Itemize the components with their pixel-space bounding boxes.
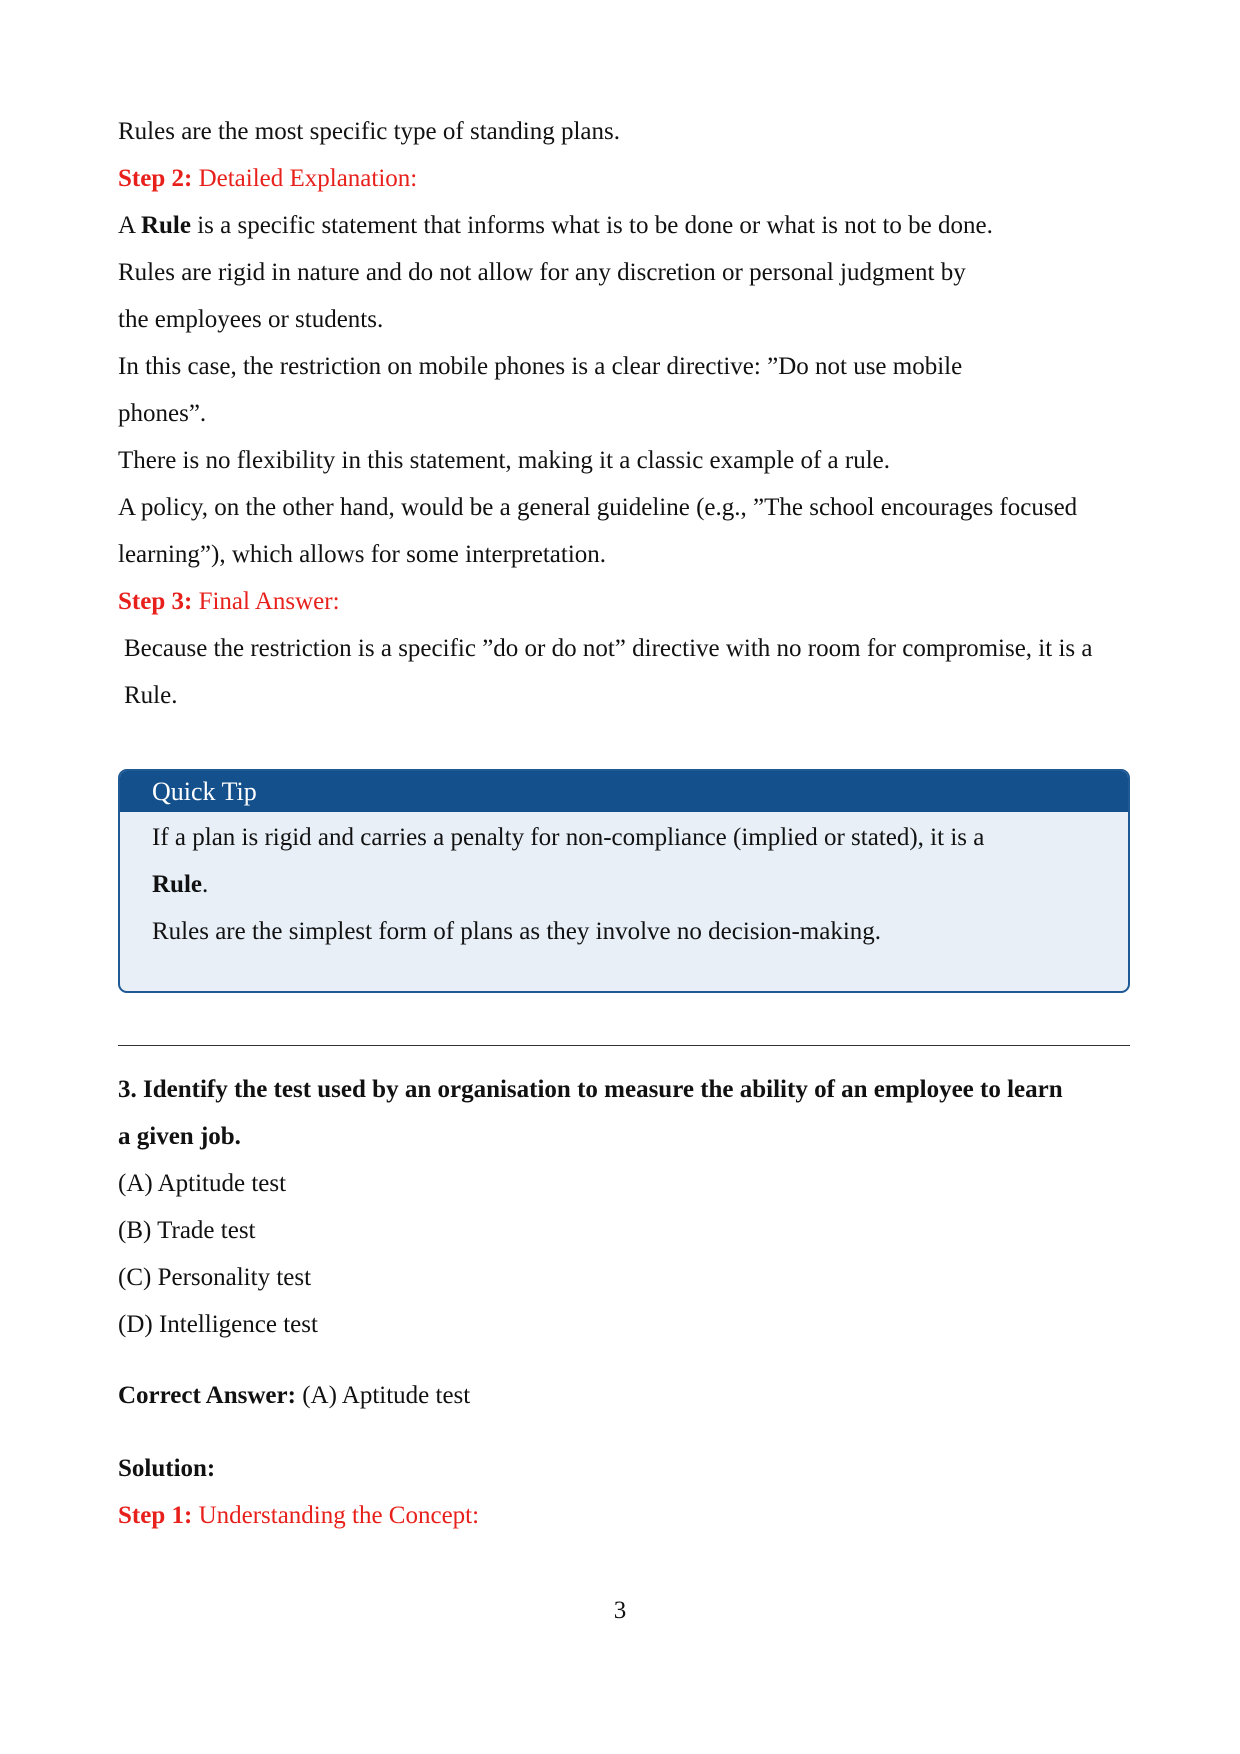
intro-text: Rules are the most specific type of standing plans. [118,118,620,145]
quick-tip-paragraph-1 [152,814,1098,908]
step1-title: Understanding the Concept: [198,1502,480,1529]
option-b: (B) Trade test [118,1217,256,1244]
step2-p1-bold: Rule [140,212,191,239]
option-a: (A) Aptitude test [118,1170,287,1197]
option-c: (C) Personality test [118,1264,312,1291]
step3-title: Final Answer: [198,588,340,615]
section-divider [118,1045,1130,1046]
solution-label: Solution: [118,1455,216,1482]
correct-answer-label: Correct Answer: [118,1382,296,1409]
quick-tip-box [118,769,1130,993]
step2-p1-pre: A [118,212,135,239]
step1-label: Step 1: [118,1502,193,1529]
step2-p1-post: is a specific statement that informs what is to be done or what is not to be done. [197,212,993,239]
step2-title: Detailed Explanation: [198,165,418,192]
step2-paragraph-5: A policy, on the other hand, would be a general guideline (e.g., ”The school encourages focused learning”), which allows for some interpretation. [118,494,1078,568]
step2-paragraph-4: There is no flexibility in this statement, making it a classic example of a rule. [118,447,891,474]
step2-paragraph-2: Rules are rigid in nature and do not allow for any discretion or personal judgment by the employees or students. [118,259,966,333]
quick-tip-body [120,812,1128,991]
step3-answer-text: Because the restriction is a specific ”do or do not” directive with no room for compromise, it is a Rule. [124,635,1093,709]
correct-answer [118,1372,1130,1419]
step3-heading [118,578,1130,625]
step3-label: Step 3: [118,588,193,615]
step2-heading [118,155,1130,202]
step1-heading [118,1492,1130,1539]
quick-tip-p1-bold: Rule [152,871,202,898]
quick-tip-paragraph-2: Rules are the simplest form of plans as they involve no decision-making. [152,918,882,945]
page-number: 3 [613,1597,627,1624]
quick-tip-p1-pre: If a plan is rigid and carries a penalty for non-compliance (implied or stated), it is a [152,824,985,851]
quick-tip-title: Quick Tip [120,771,1128,812]
document-page [118,108,1130,1539]
step2-label: Step 2: [118,165,193,192]
correct-answer-value: (A) Aptitude test [302,1382,471,1409]
quick-tip-p1-post: . [202,871,209,898]
step2-paragraph-1 [118,202,1130,249]
step2-paragraph-3: In this case, the restriction on mobile phones is a clear directive: ”Do not use mobile phones”. [118,353,963,427]
question-text: 3. Identify the test used by an organisation to measure the ability of an employee to learn a given job. [118,1076,1063,1150]
option-d: (D) Intelligence test [118,1311,318,1338]
